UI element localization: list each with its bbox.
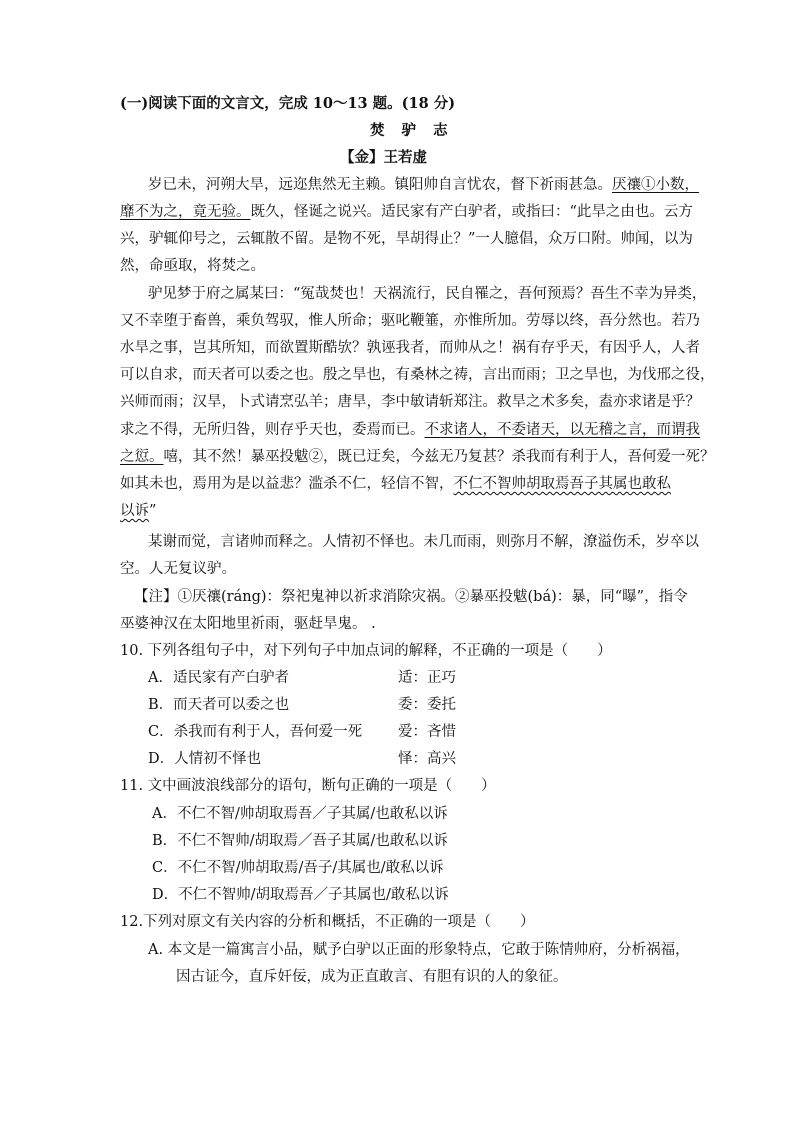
question-11-option-d[interactable]: D．不仁不智帅/胡取焉吾／子其属也/敢私以诉 (152, 887, 449, 903)
question-12-option-a[interactable]: A. 本文是一篇寓言小品，赋予白驴以正面的形象特点，它敢于陈情帅府，分析祸福， (148, 942, 690, 958)
passage-title: 焚 驴 志 (370, 122, 454, 139)
underlined-text: 厌禳①小数， (612, 177, 699, 193)
passage-p2-line-2: 又不幸堕于畜兽，乘负驾驭，惟人所命；驱叱鞭箠，亦惟所加。劳辱以终，吾分然也。若乃 (120, 313, 700, 329)
passage-p2-line-3: 水旱之事，岂其所知，而欲置斯酷欤？孰诬我者，而帅从之！祸有存乎天，有因乎人，人者 (120, 340, 700, 356)
passage-text: 如其未也，焉用为是以益悲？滥杀不仁，轻信不智， (120, 476, 454, 492)
question-11-option-a[interactable]: A．不仁不智/帅胡取焉吾／子其属/也敢私以诉 (152, 806, 448, 822)
passage-text: 既久，怪诞之说兴。适民家有产白驴者，或指曰：“此旱之由也。云方 (250, 204, 693, 220)
passage-text: 嘻，其不然！暴巫投魃②，既已迂矣，今兹无乃复甚？杀我而有利于人，吾何爱一死？ (163, 449, 715, 465)
passage-p1-line-2 (120, 202, 693, 222)
passage-p1-line-1 (148, 175, 699, 195)
passage-p2-line-8 (120, 474, 671, 494)
passage-p2-line-6 (120, 420, 700, 440)
question-10-option-a-gloss: 适：正巧 (398, 670, 456, 686)
passage-text: ” (149, 503, 157, 519)
wavy-underlined-text: 不仁不智帅胡取焉吾子其属也敢私 (453, 476, 671, 492)
question-10-option-d-gloss: 怿：高兴 (398, 751, 456, 767)
section-heading: (一)阅读下面的文言文，完成 10～13 题。(18 分) (120, 95, 456, 112)
underlined-text: 不求诸人，不委诸天，以无稽之言，而谓我 (424, 422, 700, 438)
underlined-text: 靡不为之，竟无验。 (120, 204, 251, 220)
underlined-text: 之愆。 (120, 449, 164, 465)
annotation-line-1: 【注】①厌禳(ráng)：祭祀鬼神以祈求消除灾祸。②暴巫投魃(bá)：暴，同“曝”，指令 (134, 589, 688, 605)
question-12-stem: 12.下列对原文有关内容的分析和概括，不正确的一项是（ ） (120, 914, 535, 930)
wavy-underlined-text: 以诉 (120, 503, 149, 519)
passage-p2-line-4: 可以自求，而天者可以委之也。殷之旱也，有桑林之祷，言出而雨；卫之旱也，为伐邢之役， (120, 367, 715, 383)
question-10-option-c[interactable]: C．杀我而有利于人，吾何爱一死 (148, 724, 363, 740)
question-10-option-b-gloss: 委：委托 (398, 697, 456, 713)
question-10-stem: 10. 下列各组句子中，对下列句子中加点词的解释，不正确的一项是（ ） (120, 643, 612, 659)
question-10-option-b[interactable]: B．而天者可以委之也 (148, 697, 290, 713)
question-11-option-c[interactable]: C．不仁不智/帅胡取焉/吾子/其属也/敢私以诉 (152, 860, 444, 876)
annotation-line-2: 巫婆神汉在太阳地里祈雨，驱赶旱鬼。 . (120, 616, 376, 632)
passage-p2-line-9 (120, 501, 156, 521)
passage-p3-line-1: 某谢而觉，言诸帅而释之。人情初不怿也。未几而雨，则弥月不解，潦溢伤禾，岁卒以 (148, 534, 699, 550)
question-10-option-a[interactable]: A．适民家有产白驴者 (148, 670, 289, 686)
passage-p1-line-4: 然，命亟取，将焚之。 (120, 258, 265, 274)
question-10-option-c-gloss: 爱：吝惜 (398, 724, 456, 740)
question-11-stem: 11. 文中画波浪线部分的语句，断句正确的一项是（ ） (120, 778, 496, 794)
passage-text: 求之不得，无所归咎，则存乎天也，委焉而已。 (120, 422, 425, 438)
question-10-option-d[interactable]: D．人情初不怿也 (148, 751, 262, 767)
passage-p2-line-7 (120, 447, 715, 467)
passage-author: 【金】王若虚 (340, 149, 427, 166)
passage-p2-line-5: 兴师而雨；汉旱，卜式请烹弘羊；唐旱，李中敏请斩郑注。救旱之术多矣，盍亦求诸是乎？ (120, 394, 700, 410)
passage-p2-line-1: 驴见梦于府之属某曰：“冤哉焚也！天祸流行，民自罹之，吾何预焉？吾生不幸为异类， (148, 286, 707, 302)
passage-p3-line-2: 空。人无复议驴。 (120, 561, 236, 577)
question-11-option-b[interactable]: B．不仁不智帅/胡取焉／吾子其属/也敢私以诉 (152, 833, 448, 849)
question-12-option-a-continued: 因古证今，直斥奸佞，成为正直敢言、有胆有识的人的象征。 (176, 969, 568, 985)
passage-p1-line-3: 兴，驴辄仰号之，云辄散不留。是物不死，旱胡得止？”一人臆倡，众万口附。帅闻，以为 (120, 231, 693, 247)
passage-text: 岁已未，河朔大旱，远迩焦然无主赖。镇阳帅自言忧农，督下祈雨甚急。 (148, 177, 612, 193)
